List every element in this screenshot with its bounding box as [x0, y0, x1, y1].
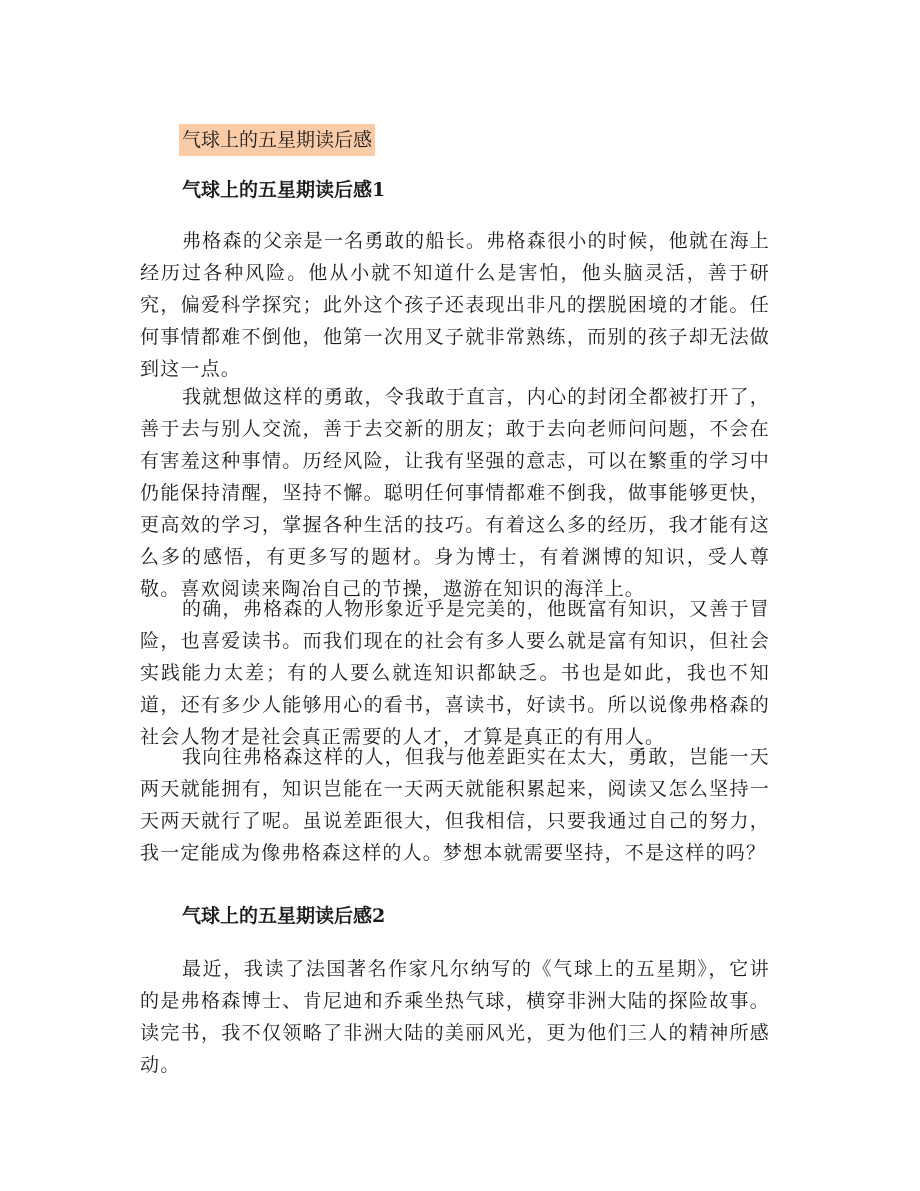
document-title: 气球上的五星期读后感: [179, 124, 375, 156]
paragraph: 的确，弗格森的人物形象近乎是完美的，他既富有知识，又善于冒险，也喜爱读书。而我们现在的社会有多人要么就是富有知识，但社会实践能力太差；有的人要么就连知识都缺乏。书也是如此，我也不知道，还有多少人能够用心的看书，喜读书，好读书。所以说像弗格森的社会人物才是社会真正需要的人才，才算是真正的有用人。: [140, 598, 770, 748]
section-heading-1: 气球上的五星期读后感1: [182, 179, 386, 201]
paragraph: 弗格森的父亲是一名勇敢的船长。弗格森很小的时候，他就在海上经历过各种风险。他从小就不知道什么是害怕，他头脑灵活，善于研究，偏爱科学探究；此外这个孩子还表现出非凡的摆脱困境的才能。任何事情都难不倒他，他第一次用叉子就非常熟练，而别的孩子却无法做到这一点。: [140, 230, 770, 380]
section-heading-2: 气球上的五星期读后感2: [182, 905, 386, 927]
paragraph: 我向往弗格森这样的人，但我与他差距实在太大，勇敢，岂能一天两天就能拥有，知识岂能在一天两天就能积累起来，阅读又怎么坚持一天两天就行了呢。虽说差距很大，但我相信，只要我通过自己的努力，我一定能成为像弗格森这样的人。梦想本就需要坚持，不是这样的吗？: [140, 746, 770, 864]
paragraph: 我就想做这样的勇敢，令我敢于直言，内心的封闭全都被打开了，善于去与别人交流，善于去交新的朋友；敢于去向老师问问题，不会在有害羞这种事情。历经风险，让我有坚强的意志，可以在繁重的学习中仍能保持清醒，坚持不懈。聪明任何事情都难不倒我，做事能够更快，更高效的学习，掌握各种生活的技巧。有着这么多的经历，我才能有这么多的感悟，有更多写的题材。身为博士，有着渊博的知识，受人尊敬。喜欢阅读来陶冶自己的节操，遨游在知识的海洋上。: [140, 386, 770, 600]
paragraph: 最近，我读了法国著名作家凡尔纳写的《气球上的五星期》，它讲的是弗格森博士、肯尼迪和乔乘坐热气球，横穿非洲大陆的探险故事。读完书，我不仅领略了非洲大陆的美丽风光，更为他们三人的精神所感动。: [140, 958, 770, 1076]
